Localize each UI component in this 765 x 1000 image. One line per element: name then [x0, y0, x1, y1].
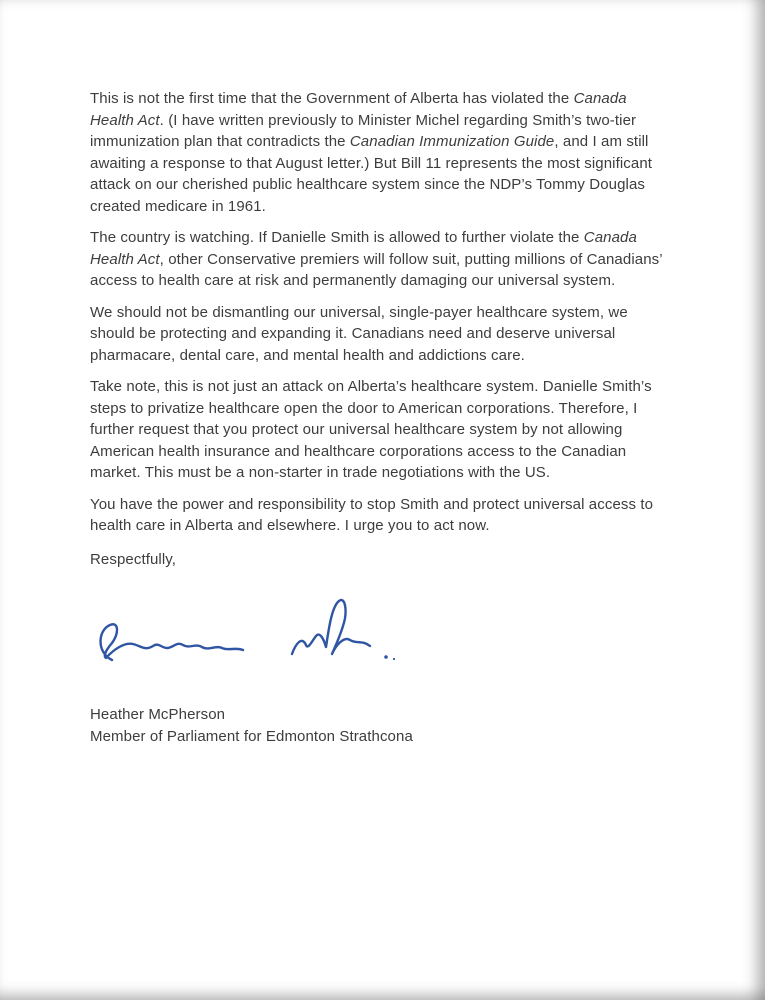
- text-run: You have the power and responsibility to stop Smith and protect universal access to health care in Alberta and elsewhere. I urge you to act now.: [90, 495, 654, 534]
- letter-paragraph: [90, 88, 673, 217]
- text-run-italic: Canada Health Act: [90, 229, 637, 268]
- sender-block: [90, 704, 673, 747]
- letter-paragraph: [90, 376, 673, 484]
- text-run: We should not be dismantling our universal, single-payer healthcare system, we should be protecting and expanding it. Canadians need and deserve universal pharmacare, dental care, and mental health and addictions care.: [90, 303, 628, 364]
- text-run: Respectfully,: [90, 550, 177, 568]
- text-run-italic: Canadian Immunization Guide: [349, 133, 555, 150]
- text-run: . (I have written previously to Minister Michel regarding Smith’s two-tier immunization plan that contradicts the: [90, 111, 637, 150]
- text-run: , and I am still awaiting a response to that August letter.) But Bill 11 represents the most significant attack on our cherished public healthcare system since the NDP’s Tommy Douglas created medicare in 1961.: [90, 133, 653, 215]
- signature-image: [92, 590, 422, 690]
- sender-name: Heather McPherson: [90, 706, 226, 723]
- text-run-italic: Canada Health Act: [90, 90, 627, 129]
- sender-title: Member of Parliament for Edmonton Strathcona: [90, 727, 413, 745]
- letter-paragraph: [90, 302, 673, 367]
- text-run: , other Conservative premiers will follow suit, putting millions of Canadians’ access to health care at risk and permanently damaging our universal system.: [90, 250, 663, 289]
- closing-salutation: [90, 549, 673, 571]
- text-run: Take note, this is not just an attack on Alberta’s healthcare system. Danielle Smith’s steps to privatize healthcare open the door to American corporations. Therefore, I further request that you protect our universal healthcare system by not allowing American health insurance and healthcare corporations access to the Canadian market. This must be a non-starter in trade negotiations with the US.: [90, 378, 652, 481]
- signature-svg: [92, 590, 422, 690]
- letter-paragraph: [90, 494, 673, 537]
- signature-strokes: [101, 600, 396, 660]
- letter-paragraph: [90, 227, 673, 292]
- text-run: The country is watching. If Danielle Smith is allowed to further violate the: [90, 229, 584, 246]
- text-run: This is not the first time that the Government of Alberta has violated the: [90, 90, 574, 107]
